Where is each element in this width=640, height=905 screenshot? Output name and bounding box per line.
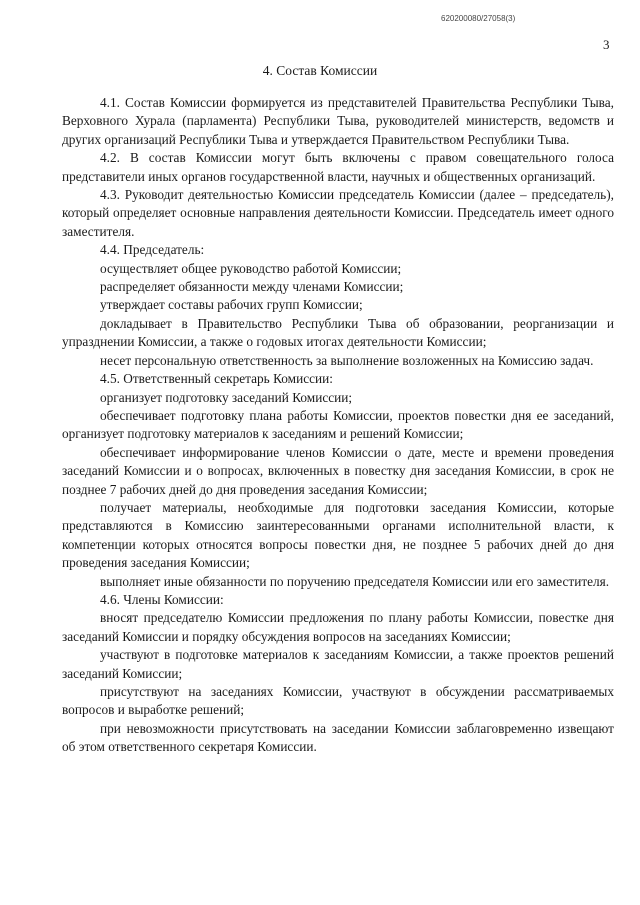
paragraph: 4.4. Председатель: [100,242,205,258]
paragraph: 4.1. Состав Комиссии формируется из представителей Правительства Республики Тыва, Верховного Хурала (парламента) Республики Тыва, руководителей министерств, ведомств и других организаций Республики Тыва и утверждается Правительством Республики Тыва. [62,95,614,147]
paragraph: вносят председателю Комиссии предложения по плану работы Комиссии, повестке дня заседаний Комиссии и порядку обсуждения вопросов на заседаниях Комиссии; [62,610,614,644]
paragraph: выполняет иные обязанности по поручению председателя Комиссии или его заместителя. [100,573,610,589]
paragraph: обеспечивает информирование членов Комиссии о дате, месте и времени проведения заседаний Комиссии и о вопросах, включенных в повестку дня заседания Комиссии, в срок не позднее 7 рабочих дней до дня проведения заседания Комиссии; [62,444,614,497]
section-title: 4. Состав Комиссии [262,63,378,78]
paragraph: обеспечивает подготовку плана работы Комиссии, проектов повестки дня ее заседаний, организует подготовку материалов к заседаниям и решений Комиссии; [62,407,614,442]
paragraph: утверждает составы рабочих групп Комиссии; [100,297,363,313]
paragraph: 4.3. Руководит деятельностью Комиссии председатель Комиссии (далее – председатель), который определяет основные направления деятельности Комиссии. Председатель имеет одного заместителя. [62,187,614,239]
paragraph: организует подготовку заседаний Комиссии; [100,389,353,405]
paragraph: при невозможности присутствовать на заседании Комиссии заблаговременно извещают об этом ответственного секретаря Комиссии. [62,720,614,755]
paragraph: 4.5. Ответственный секретарь Комиссии: [100,371,333,387]
paragraph: докладывает в Правительство Республики Тыва об образовании, реорганизации и упразднении Комиссии, а также о годовых итогах деятельности Комиссии; [62,315,614,350]
paragraph: присутствуют на заседаниях Комиссии, участвуют в обсуждении рассматриваемых вопросов и выработке решений; [62,684,614,718]
paragraph: получает материалы, необходимые для подготовки заседания Комиссии, которые представляются в Комиссию заинтересованными органами исполнительной власти, к компетенции которых относятся вопросы повестки дня, не позднее 5 рабочих дней до дня проведения заседания Комиссии; [62,499,614,571]
paragraph: распределяет обязанности между членами Комиссии; [100,279,404,295]
paragraph: несет персональную ответственность за выполнение возложенных на Комиссию задач. [100,352,594,368]
paragraph: 4.2. В состав Комиссии могут быть включены с правом совещательного голоса представители иных органов государственной власти, научных и общественных организаций. [62,150,614,184]
paragraph: 4.6. Члены Комиссии: [100,591,224,607]
paragraph: осуществляет общее руководство работой Комиссии; [100,260,402,276]
document-code: 620200080/27058(3) [441,14,516,23]
section-body [62,94,614,757]
paragraph: участвуют в подготовке материалов к заседаниям Комиссии, а также проектов решений заседаний Комиссии; [62,647,614,681]
page-number: 3 [603,37,610,52]
